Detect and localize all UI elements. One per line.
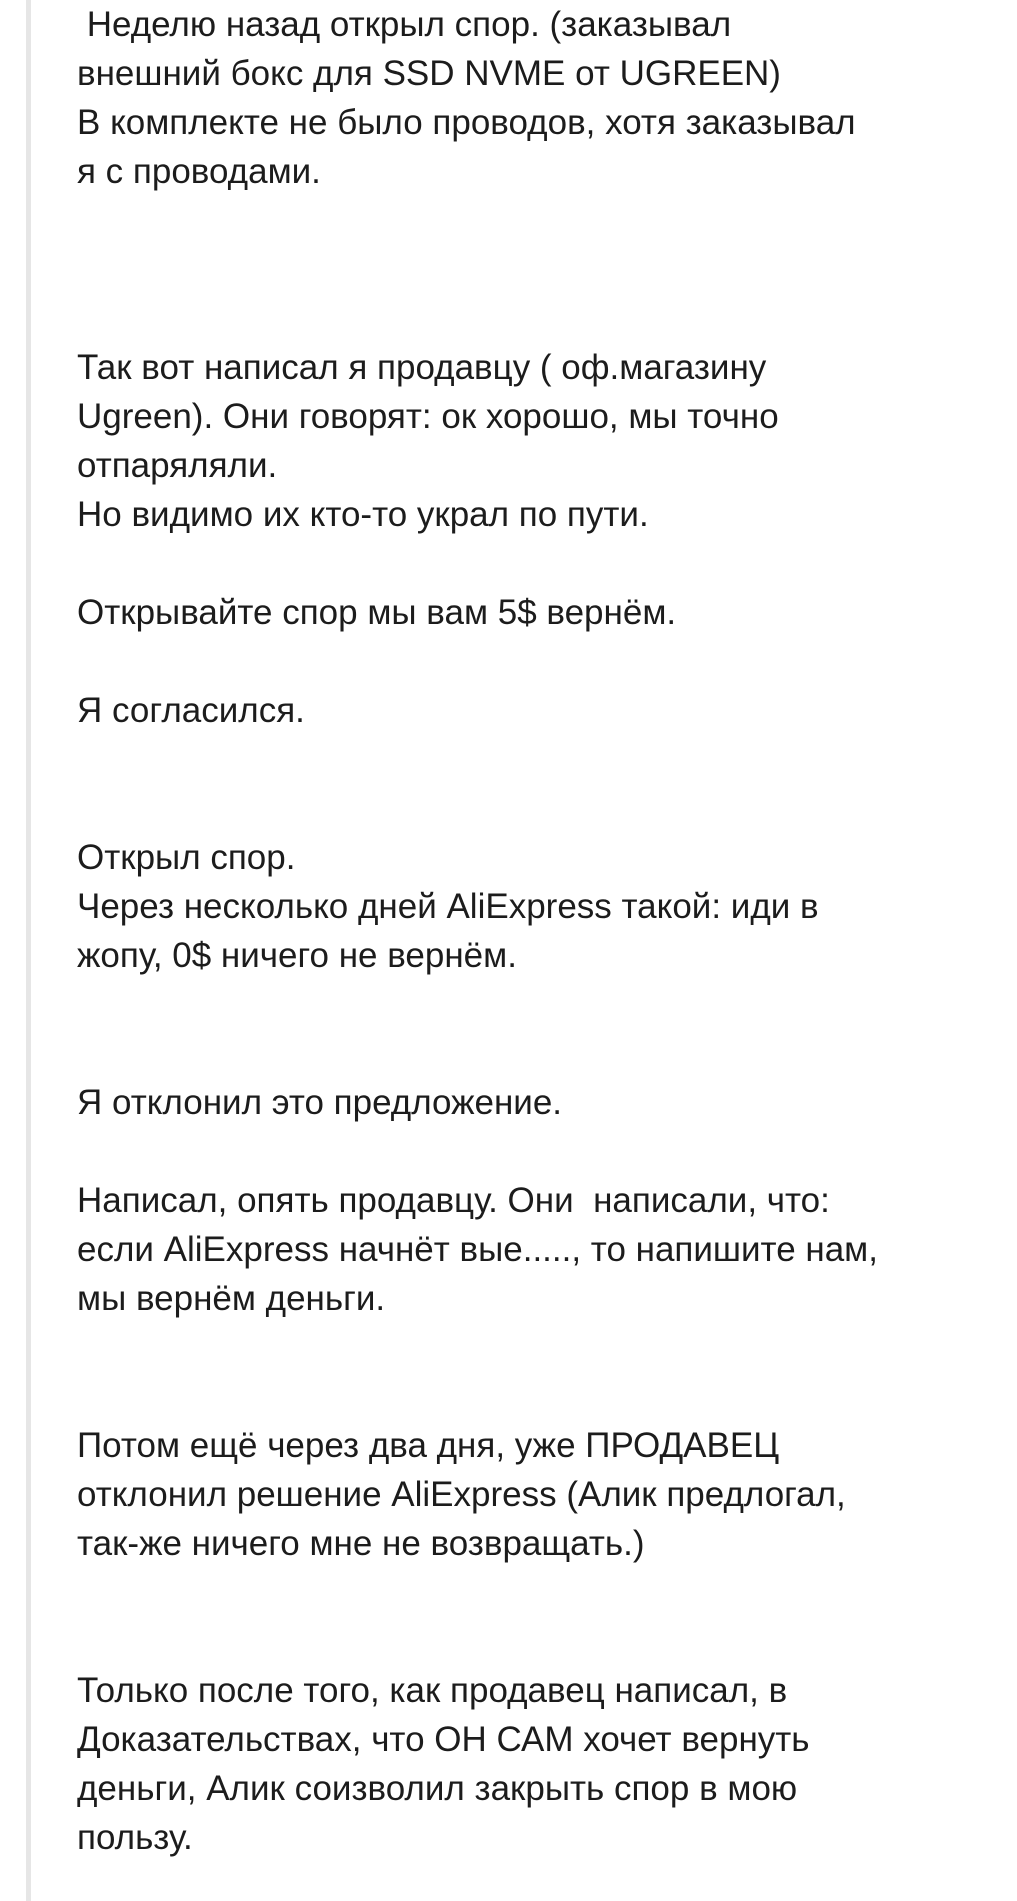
text-line: В комплекте не было проводов, хотя заказывал [77,103,856,142]
paragraph [77,1078,977,1127]
paragraph [77,343,977,539]
text-line: Неделю назад открыл спор. (заказывал [77,5,732,44]
paragraph-gap [77,1568,977,1666]
paragraph [77,1666,977,1862]
text-line: Доказательствах, что ОН САМ хочет вернуть [77,1720,810,1759]
text-line: деньги, Алик соизволил закрыть спор в мою [77,1769,798,1808]
text-line: жопу, 0$ ничего не вернём. [77,936,517,975]
text-line: Открывайте спор мы вам 5$ вернём. [77,593,677,632]
paragraph [77,588,977,637]
left-edge-bar [26,0,31,1901]
paragraph-gap [77,637,977,686]
text-line: Ugreen). Они говорят: ок хорошо, мы точно [77,397,779,436]
paragraph-gap [77,539,977,588]
text-line: отпаряляли. [77,446,278,485]
paragraph [77,833,977,980]
text-line: Через несколько дней AliExpress такой: иди в [77,887,819,926]
text-line: Открыл спор. [77,838,296,877]
paragraph-gap [77,1323,977,1421]
text-line: отклонил решение AliExpress (Алик предлогал, [77,1475,846,1514]
text-line: пользу. [77,1818,193,1857]
paragraph-gap [77,980,977,1078]
text-line: Но видимо их кто-то украл по пути. [77,495,649,534]
text-line: Я согласился. [77,691,305,730]
paragraph [77,0,977,196]
text-line: Так вот написал я продавцу ( оф.магазину [77,348,767,387]
text-line: Только после того, как продавец написал, в [77,1671,788,1710]
note-text[interactable] [77,0,977,1862]
paragraph [77,1421,977,1568]
text-line: Я отклонил это предложение. [77,1083,563,1122]
text-line: если AliExpress начнёт вые....., то напишите нам, [77,1230,878,1269]
paragraph-gap [77,196,977,343]
paragraph [77,686,977,735]
paragraph [77,1176,977,1323]
text-line: мы вернём деньги. [77,1279,386,1318]
text-line: я с проводами. [77,152,321,191]
text-line: Написал, опять продавцу. Они написали, что: [77,1181,830,1220]
text-line: Потом ещё через два дня, уже ПРОДАВЕЦ [77,1426,780,1465]
paragraph-gap [77,735,977,833]
text-line: внешний бокс для SSD NVME от UGREEN) [77,54,781,93]
text-line: так-же ничего мне не возвращать.) [77,1524,645,1563]
paragraph-gap [77,1127,977,1176]
